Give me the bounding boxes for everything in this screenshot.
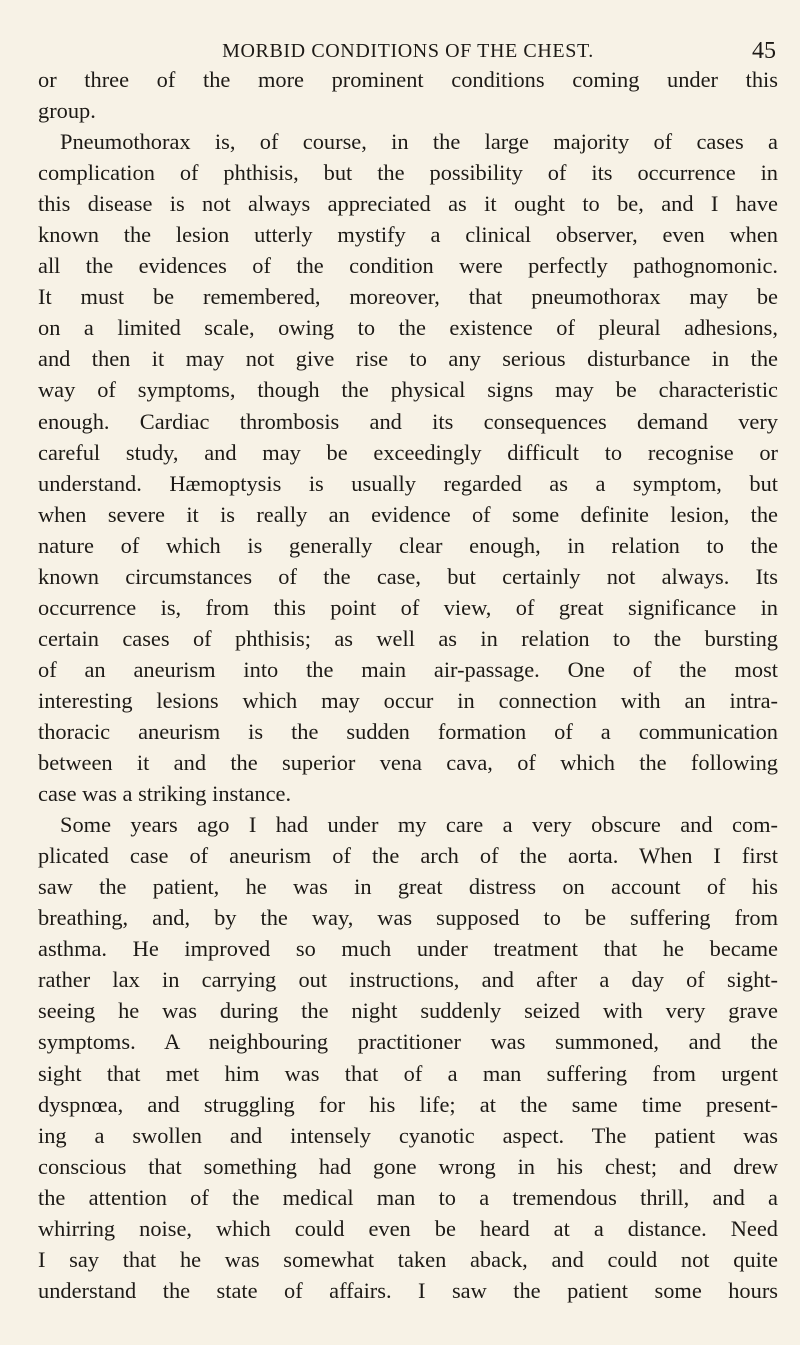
text-line: understand. Hæmoptysis is usually regarded as a symptom, but xyxy=(38,470,778,496)
text-line: careful study, and may be exceedingly difficult to recognise or xyxy=(38,439,778,465)
text-line: way of symptoms, though the physical signs may be characteristic xyxy=(38,377,778,403)
text-line: enough. Cardiac thrombosis and its consequences demand very xyxy=(38,408,778,434)
text-line: interesting lesions which may occur in connection with an intra- xyxy=(38,687,778,713)
text-line: all the evidences of the condition were perfectly pathognomonic. xyxy=(38,253,778,279)
text-line: of an aneurism into the main air-passage. One of the most xyxy=(38,656,778,682)
text-line: conscious that something had gone wrong in his chest; and drew xyxy=(38,1153,778,1179)
text-line: known the lesion utterly mystify a clinical observer, even when xyxy=(38,222,778,248)
text-line: dyspnœa, and struggling for his life; at the same time present- xyxy=(38,1091,778,1117)
body-text xyxy=(38,64,778,1306)
text-line: case was a striking instance. xyxy=(38,781,292,807)
text-line: thoracic aneurism is the sudden formation of a communication xyxy=(38,718,778,744)
text-line: this disease is not always appreciated as it ought to be, and I have xyxy=(38,191,778,217)
text-line: the attention of the medical man to a tremendous thrill, and a xyxy=(38,1184,778,1210)
text-line: saw the patient, he was in great distress on account of his xyxy=(38,874,778,900)
text-line: symptoms. A neighbouring practitioner was summoned, and the xyxy=(38,1029,778,1055)
text-line: seeing he was during the night suddenly seized with very grave xyxy=(38,998,778,1024)
text-line: breathing, and, by the way, was supposed to be suffering from xyxy=(38,905,778,931)
text-line: nature of which is generally clear enough, in relation to the xyxy=(38,532,778,558)
text-line: whirring noise, which could even be heard at a distance. Need xyxy=(38,1215,778,1241)
text-line: It must be remembered, moreover, that pneumothorax may be xyxy=(38,284,778,310)
text-line: and then it may not give rise to any serious disturbance in the xyxy=(38,346,778,372)
text-line: complication of phthisis, but the possibility of its occurrence in xyxy=(38,160,778,186)
text-line: known circumstances of the case, but certainly not always. Its xyxy=(38,563,778,589)
text-line: on a limited scale, owing to the existence of pleural adhesions, xyxy=(38,315,778,341)
text-line: asthma. He improved so much under treatment that he became xyxy=(38,936,778,962)
text-line: certain cases of phthisis; as well as in relation to the bursting xyxy=(38,625,778,651)
text-line: ing a swollen and intensely cyanotic aspect. The patient was xyxy=(38,1122,778,1148)
text-line: plicated case of aneurism of the arch of the aorta. When I first xyxy=(38,843,778,869)
text-line: or three of the more prominent conditions coming under this xyxy=(38,67,778,92)
text-line: between it and the superior vena cava, of which the following xyxy=(38,750,778,776)
text-line: occurrence is, from this point of view, of great significance in xyxy=(38,594,778,620)
text-line: Some years ago I had under my care a very obscure and com- xyxy=(60,812,778,838)
text-line: when severe it is really an evidence of some definite lesion, the xyxy=(38,501,778,527)
page-number: 45 xyxy=(752,38,776,64)
text-line: rather lax in carrying out instructions, and after a day of sight- xyxy=(38,967,778,993)
running-head xyxy=(38,0,778,64)
text-line: Pneumothorax is, of course, in the large majority of cases a xyxy=(60,129,778,155)
text-line: understand the state of affairs. I saw the patient some hours xyxy=(38,1277,778,1303)
text-line: group. xyxy=(38,98,96,124)
text-line: sight that met him was that of a man suffering from urgent xyxy=(38,1060,778,1086)
text-line: I say that he was somewhat taken aback, and could not quite xyxy=(38,1246,778,1272)
running-head-title: MORBID CONDITIONS OF THE CHEST. xyxy=(222,40,594,62)
